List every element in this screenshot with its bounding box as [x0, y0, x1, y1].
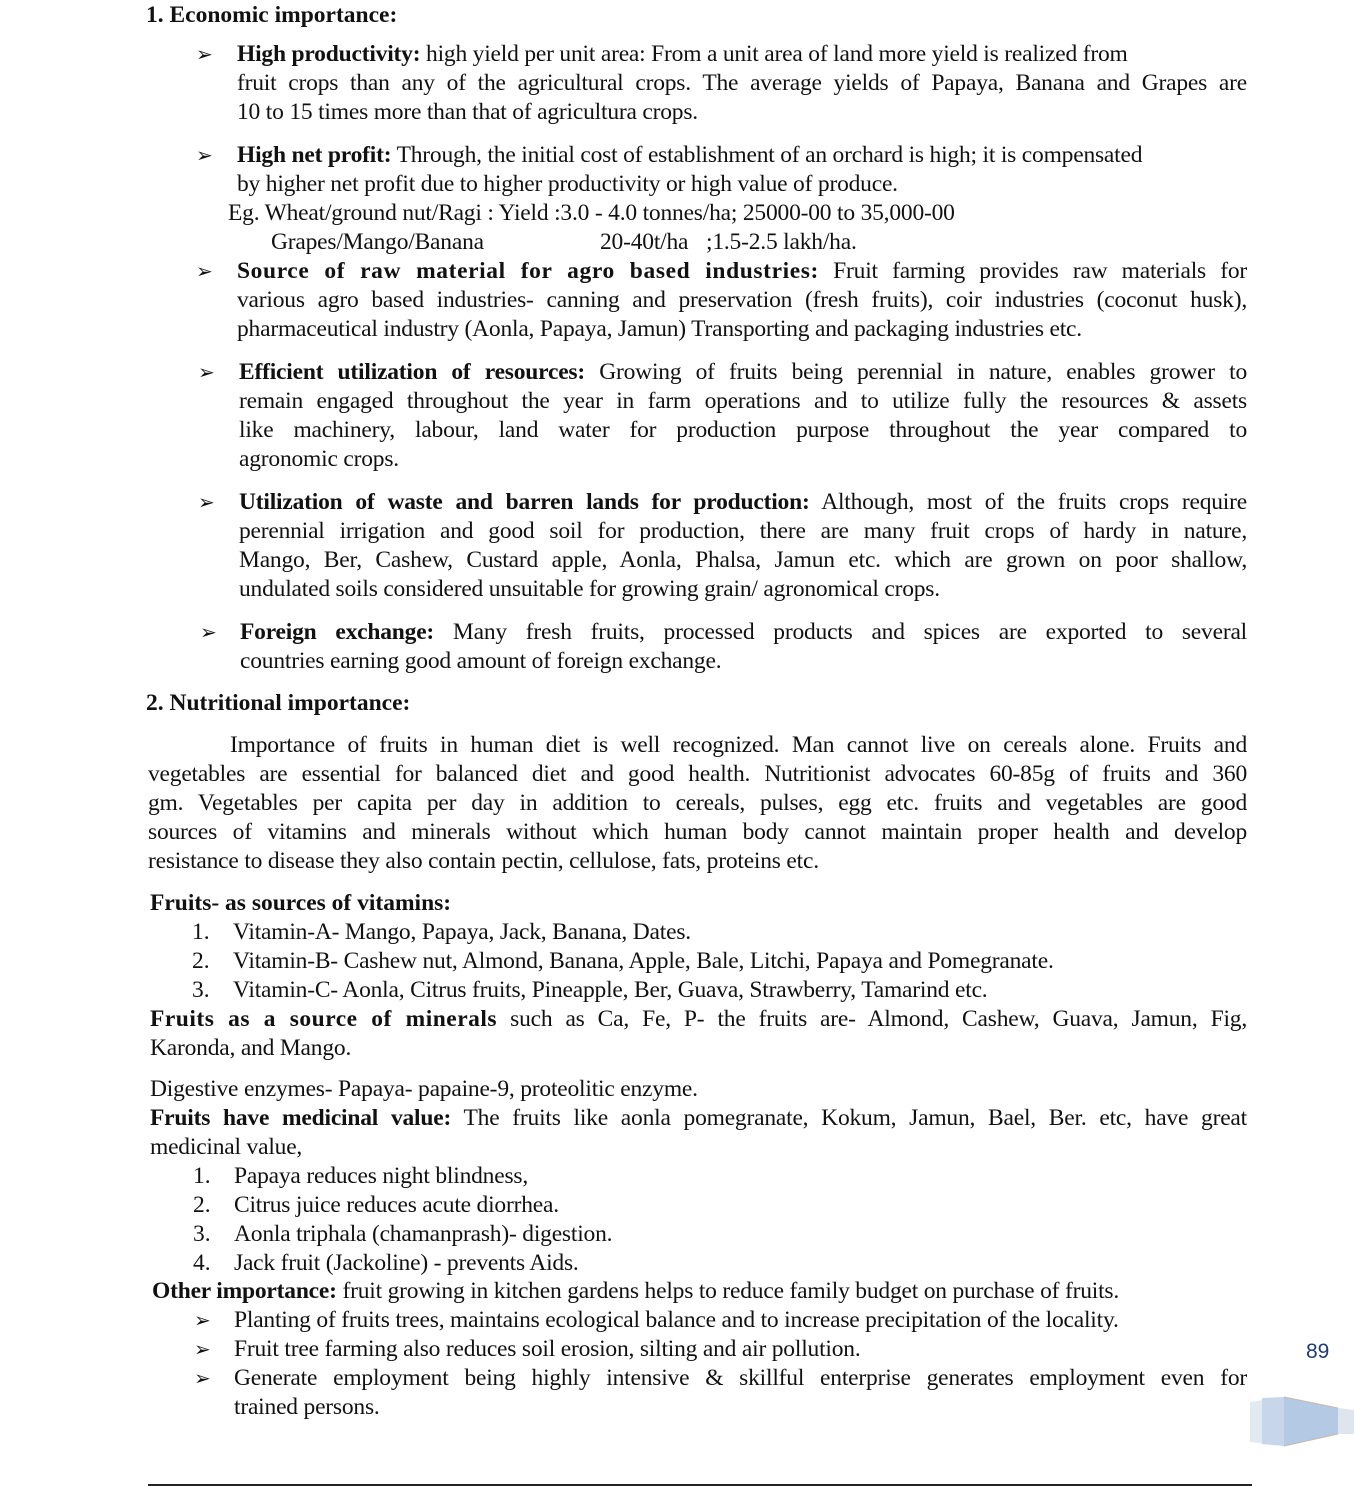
bullet-text: perennial irrigation and good soil for production, there are many fruit crops of hardy in nature,	[239, 518, 1247, 544]
vitamin-item: Vitamin-B- Cashew nut, Almond, Banana, Apple, Bale, Litchi, Papaya and Pomegranate.	[233, 948, 1054, 974]
arrow-bullet-icon: ➢	[194, 1366, 211, 1390]
bullet-text: by higher net profit due to higher productivity or high value of produce.	[237, 171, 898, 197]
arrow-bullet-icon: ➢	[194, 1308, 211, 1332]
minerals-text: such as Ca, Fe, P- the fruits are- Almond, Cashew, Guava, Jamun, Fig,	[497, 1006, 1247, 1032]
bullet-text: high yield per unit area: From a unit area of land more yield is realized from	[420, 41, 1128, 67]
vitamin-item: Vitamin-A- Mango, Papaya, Jack, Banana, Dates.	[233, 919, 691, 945]
bullet-title: Efficient utilization of resources:	[239, 359, 586, 385]
example-row-fruits-yield: 20-40t/ha	[600, 229, 689, 255]
paragraph-line: Importance of fruits in human diet is well recognized. Man cannot live on cereals alone. Fruits and	[230, 732, 1247, 758]
list-number: 3.	[192, 977, 210, 1003]
example-row-fruits-crop: Grapes/Mango/Banana	[271, 229, 484, 255]
list-number: 2.	[192, 948, 210, 974]
arrow-bullet-icon: ➢	[198, 360, 215, 384]
medicinal-text: The fruits like aonla pomegranate, Kokum, Jamun, Bael, Ber. etc, have great	[451, 1105, 1247, 1131]
section-heading-economic: 1. Economic importance:	[146, 2, 398, 28]
medicinal-title: Fruits have medicinal value:	[150, 1105, 452, 1131]
medicinal-item: Citrus juice reduces acute diorrhea.	[234, 1192, 559, 1218]
example-row-fruits-value: ;1.5-2.5 lakh/ha.	[706, 229, 857, 255]
section-heading-nutritional: 2. Nutritional importance:	[146, 690, 411, 716]
arrow-bullet-icon: ➢	[196, 42, 213, 66]
bullet-title: High net profit:	[237, 142, 392, 168]
minerals-title: Fruits as a source of minerals	[150, 1006, 498, 1032]
bullet-text: fruit crops than any of the agricultural crops. The average yields of Papaya, Banana and Grapes are	[237, 70, 1247, 96]
medicinal-item: Aonla triphala (chamanprash)- digestion.	[234, 1221, 613, 1247]
bullet-text: Although, most of the fruits crops require	[809, 489, 1247, 515]
bullet-text: agronomic crops.	[239, 446, 399, 472]
bullet-title: Foreign exchange:	[240, 619, 435, 645]
other-text: fruit growing in kitchen gardens helps to reduce family budget on purchase of fruits.	[336, 1278, 1120, 1304]
vitamin-item: Vitamin-C- Aonla, Citrus fruits, Pineapple, Ber, Guava, Strawberry, Tamarind etc.	[233, 977, 988, 1003]
paragraph-line: resistance to disease they also contain pectin, cellulose, fats, proteins etc.	[148, 848, 819, 874]
list-number: 3.	[193, 1221, 211, 1247]
page-tab-decoration-icon	[1248, 1394, 1356, 1450]
digestive-enzymes-text: Digestive enzymes- Papaya- papaine-9, proteolitic enzyme.	[150, 1076, 698, 1102]
footer-divider	[148, 1484, 1252, 1486]
arrow-bullet-icon: ➢	[196, 259, 213, 283]
other-bullet: Generate employment being highly intensive & skillful enterprise generates employment even for	[234, 1365, 1247, 1391]
bullet-text: Mango, Ber, Cashew, Custard apple, Aonla, Phalsa, Jamun etc. which are grown on poor shallow,	[239, 547, 1247, 573]
arrow-bullet-icon: ➢	[194, 1337, 211, 1361]
arrow-bullet-icon: ➢	[196, 143, 213, 167]
medicinal-item: Jack fruit (Jackoline) - prevents Aids.	[234, 1250, 579, 1276]
bullet-text: 10 to 15 times more than that of agricultura crops.	[237, 99, 698, 125]
list-number: 4.	[193, 1250, 211, 1276]
bullet-text: pharmaceutical industry (Aonla, Papaya, Jamun) Transporting and packaging industries etc.	[237, 316, 1082, 342]
bullet-text: Many fresh fruits, processed products and spices are exported to several	[434, 619, 1248, 645]
other-bullet: Fruit tree farming also reduces soil erosion, silting and air pollution.	[234, 1336, 861, 1362]
paragraph-line: gm. Vegetables per capita per day in addition to cereals, pulses, egg etc. fruits and vegetables are good	[148, 790, 1247, 816]
other-title: Other importance:	[152, 1278, 337, 1304]
bullet-title: Source of raw material for agro based industries:	[237, 258, 819, 284]
vitamins-heading: Fruits- as sources of vitamins:	[150, 890, 452, 916]
example-row-cereals: Eg. Wheat/ground nut/Ragi : Yield :3.0 - 4.0 tonnes/ha; 25000-00 to 35,000-00	[228, 200, 955, 226]
bullet-title: High productivity:	[237, 41, 421, 67]
bullet-text: Growing of fruits being perennial in nature, enables grower to	[585, 359, 1247, 385]
list-number: 1.	[192, 919, 210, 945]
minerals-text: Karonda, and Mango.	[150, 1035, 352, 1061]
bullet-text: remain engaged throughout the year in farm operations and to utilize fully the resources & assets	[239, 388, 1247, 414]
bullet-text: Through, the initial cost of establishment of an orchard is high; it is compensated	[391, 142, 1143, 168]
page-number: 89	[1306, 1340, 1330, 1363]
paragraph-line: vegetables are essential for balanced diet and good health. Nutritionist advocates 60-85g of fruits and 360	[148, 761, 1247, 787]
bullet-text: undulated soils considered unsuitable for growing grain/ agronomical crops.	[239, 576, 940, 602]
bullet-text: like machinery, labour, land water for production purpose throughout the year compared to	[239, 417, 1247, 443]
bullet-text: Fruit farming provides raw materials for	[818, 258, 1247, 284]
list-number: 1.	[193, 1163, 211, 1189]
other-bullet: trained persons.	[234, 1394, 380, 1420]
paragraph-line: sources of vitamins and minerals without which human body cannot maintain proper health and develop	[148, 819, 1247, 845]
other-bullet: Planting of fruits trees, maintains ecological balance and to increase precipitation of the locality.	[234, 1307, 1119, 1333]
list-number: 2.	[193, 1192, 211, 1218]
bullet-text: countries earning good amount of foreign exchange.	[240, 648, 722, 674]
medicinal-text: medicinal value,	[150, 1134, 303, 1160]
arrow-bullet-icon: ➢	[200, 620, 217, 644]
bullet-text: various agro based industries- canning and preservation (fresh fruits), coir industries (coconut husk),	[237, 287, 1247, 313]
medicinal-item: Papaya reduces night blindness,	[234, 1163, 529, 1189]
bullet-title: Utilization of waste and barren lands for production:	[239, 489, 810, 515]
arrow-bullet-icon: ➢	[198, 490, 215, 514]
